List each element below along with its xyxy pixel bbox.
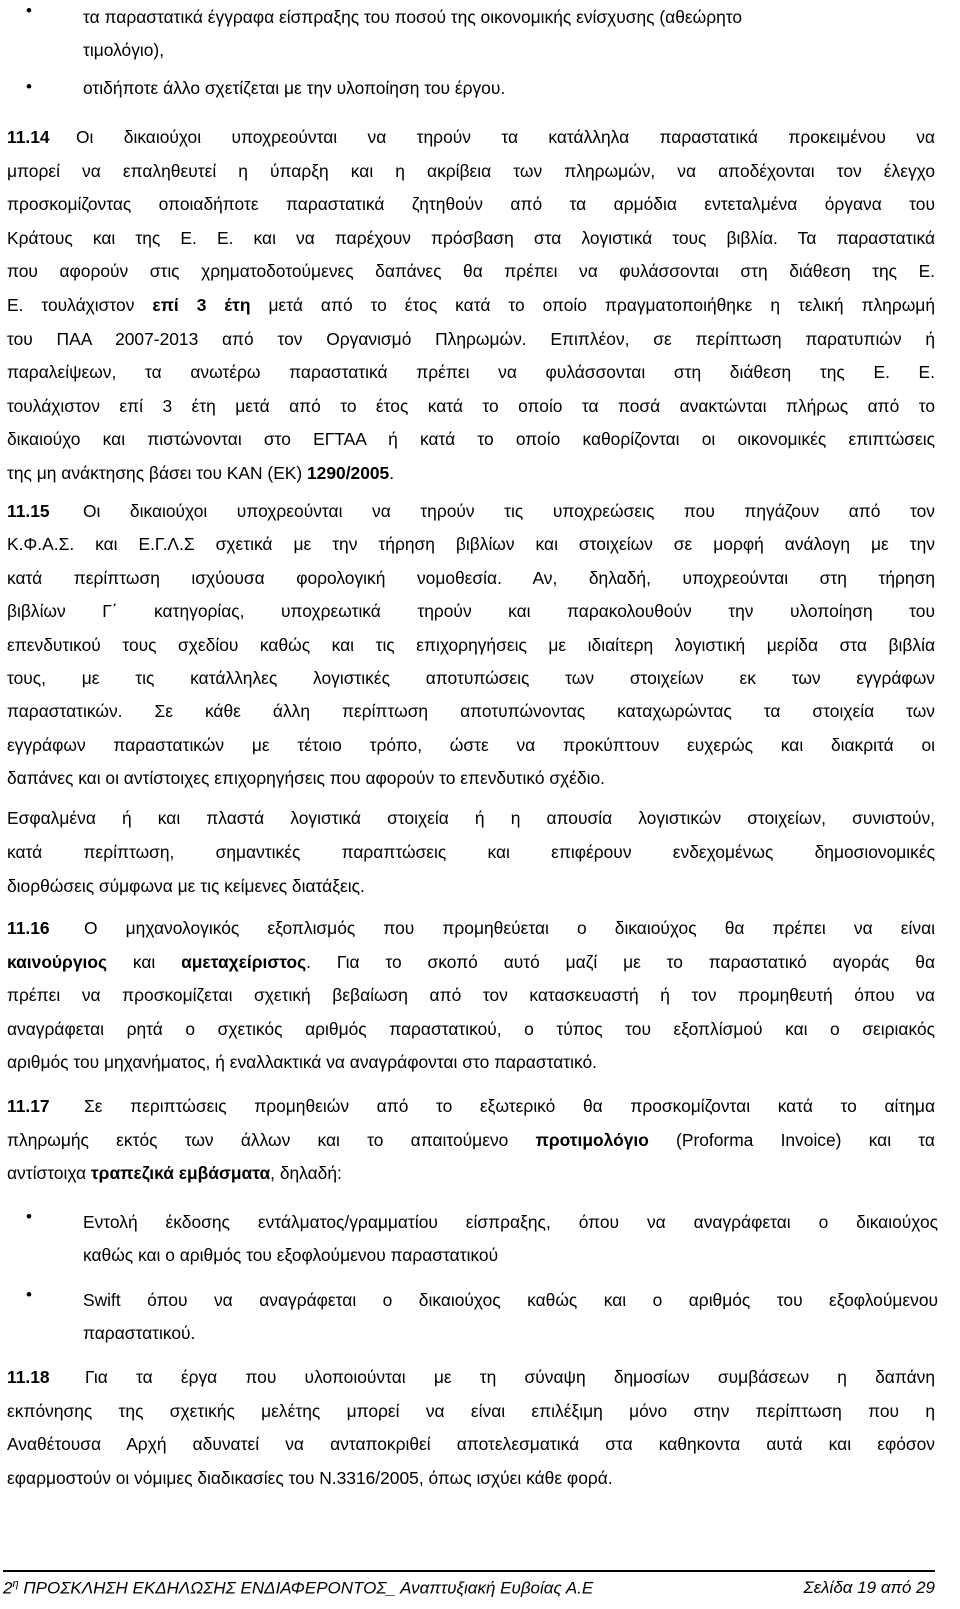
section-11-14: 11.14 Οι δικαιούχοι υποχρεούνται να τηρούν τα κατάλληλα παραστατικά προκειμένου να μπορεί να επαληθευτεί η ύπαρξη και η ακρίβεια των πληρωμών, να αποδέχονται τον έλεγχο προσκομίζοντας οποιαδήποτε παραστατικά ζητηθούν από τα αρμόδια εντεταλμένα όργανα του Κράτους και της Ε. Ε. και να παρέχουν πρόσβαση στα λογιστικά τους βιβλία. Τα παραστατικά που αφορούν στις χρηματοδοτούμενες δαπάνες θα πρέπει να φυλάσσονται στη διάθεση της Ε. Ε. τουλάχιστον επί 3 έτη μετά από το έτος κατά το οποίο πραγματοποιήθηκε η τελική πληρωμή του ΠΑΑ 2007-2013 από τον Οργανισμό Πληρωμών. Επιπλέον, σε περίπτωση παρατυπιών ή παραλείψεων, τα ανωτέρω παραστατικά πρέπει να φυλάσσονται στη διάθεση της Ε. Ε. τουλάχιστον επί 3 έτη μετά από το έτος κατά το οποίο τα ποσά ανακτώνται πλήρως από το δικαιούχο και πιστώνονται στο ΕΓΤΑΑ ή κατά το οποίο καθορίζονται οι οικονομικές επιπτώσεις της μη ανάκτησης βάσει του ΚΑΝ (ΕΚ) 1290/2005. <box>7 127 935 483</box>
bullet-icon: • <box>26 77 32 96</box>
page-number: Σελίδα 19 από 29 <box>803 1578 935 1597</box>
section-11-16: 11.16 Ο μηχανολογικός εξοπλισμός που προμηθεύεται ο δικαιούχος θα πρέπει να είναι καινούργιος και αμεταχείριστος. Για το σκοπό αυτό μαζί με το παραστατικό αγοράς θα πρέπει να προσκομίζεται σχετική βεβαίωση από τον κατασκευαστή ή τον προμηθευτή όπου να αναγράφεται ρητά ο σχετικός αριθμός παραστατικού, ο τύπος του εξοπλίσμού και ο σειριακός αριθμός του μηχανήματος, ή εναλλακτικά να αναγράφονται στο παραστατικό. <box>7 918 935 1073</box>
section-11-18: 11.18 Για τα έργα που υλοποιούνται με τη σύναψη δημοσίων συμβάσεων η δαπάνη εκπόνησης της σχετικής μελέτης μπορεί να είναι επιλέξιμη μόνο στην περίπτωση που η Αναθέτουσα Αρχή αδυνατεί να ανταποκριθεί αποτελεσματικά στα καθηκοντα αυτά και εφόσον εφαρμοστούν οι νόμιμες διαδικασίες του Ν.3316/2005, όπως ισχύει κάθε φορά. <box>7 1367 935 1488</box>
bullet-icon: • <box>26 1285 32 1304</box>
bullet-icon: • <box>26 1 32 20</box>
bullet-icon: • <box>26 1207 32 1226</box>
footer-title: $2^\eta$ ΠΡΟΣΚΛΗΣΗ ΕΚΔΗΛΩΣΗΣ ΕΝΔΙΑΦΕΡΟΝΤΟΣ_ Αναπτυξιακή Ευβοίας Α.Ε <box>3 1578 594 1598</box>
section-11-15: 11.15 Οι δικαιούχοι υποχρεούνται να τηρούν τις υποχρεώσεις που πηγάζουν από τον Κ.Φ.Α.Σ. και Ε.Γ.Λ.Σ σχετικά με την τήρηση βιβλίων και στοιχείων σε μορφή ανάλογη με την κατά περίπτωση ισχύουσα φορολογική νομοθεσία. Αν, δηλαδή, υποχρεούνται στη τήρηση βιβλίων Γ΄ κατηγορίας, υποχρεωτικά τηρούν και παρακολουθούν την υλοποίηση του επενδυτικού τους σχεδίου καθώς και τις επιχορηγήσεις με ιδιαίτερη λογιστική μερίδα στα βιβλία τους, με τις κατάλληλες λογιστικές αποτυπώσεις των στοιχείων εκ των εγγράφων παραστατικών. Σε κάθε άλλη περίπτωση αποτυπώνοντας καταχωρώντας τα στοιχεία των εγγράφων παραστατικών με τέτοιο τρόπο, ώστε να προκύπτουν ευχερώς και διακριτά οι δαπάνες και οι αντίστοιχες επιχορηγήσεις που αφορούν το επενδυτικό σχέδιο. <box>7 501 935 789</box>
section-11-17: 11.17 Σε περιπτώσεις προμηθειών από το εξωτερικό θα προσκομίζονται κατά το αίτημα πληρωμής εκτός των άλλων και το απαιτούμενο προτιμολόγιο (Proforma Invoice) και τα αντίστοιχα τραπεζικά εμβάσματα, δηλαδή: <box>7 1096 935 1184</box>
paragraph-errors: Εσφαλμένα ή και πλαστά λογιστικά στοιχεία ή η απουσία λογιστικών στοιχείων, συνιστούν, κατά περίπτωση, σημαντικές παραπτώσεις και επιφέρουν ενδεχομένως δημοσιονομικές διορθώσεις σύμφωνα με τις κείμενες διατάξεις. <box>7 808 935 896</box>
page-footer <box>3 1570 935 1598</box>
